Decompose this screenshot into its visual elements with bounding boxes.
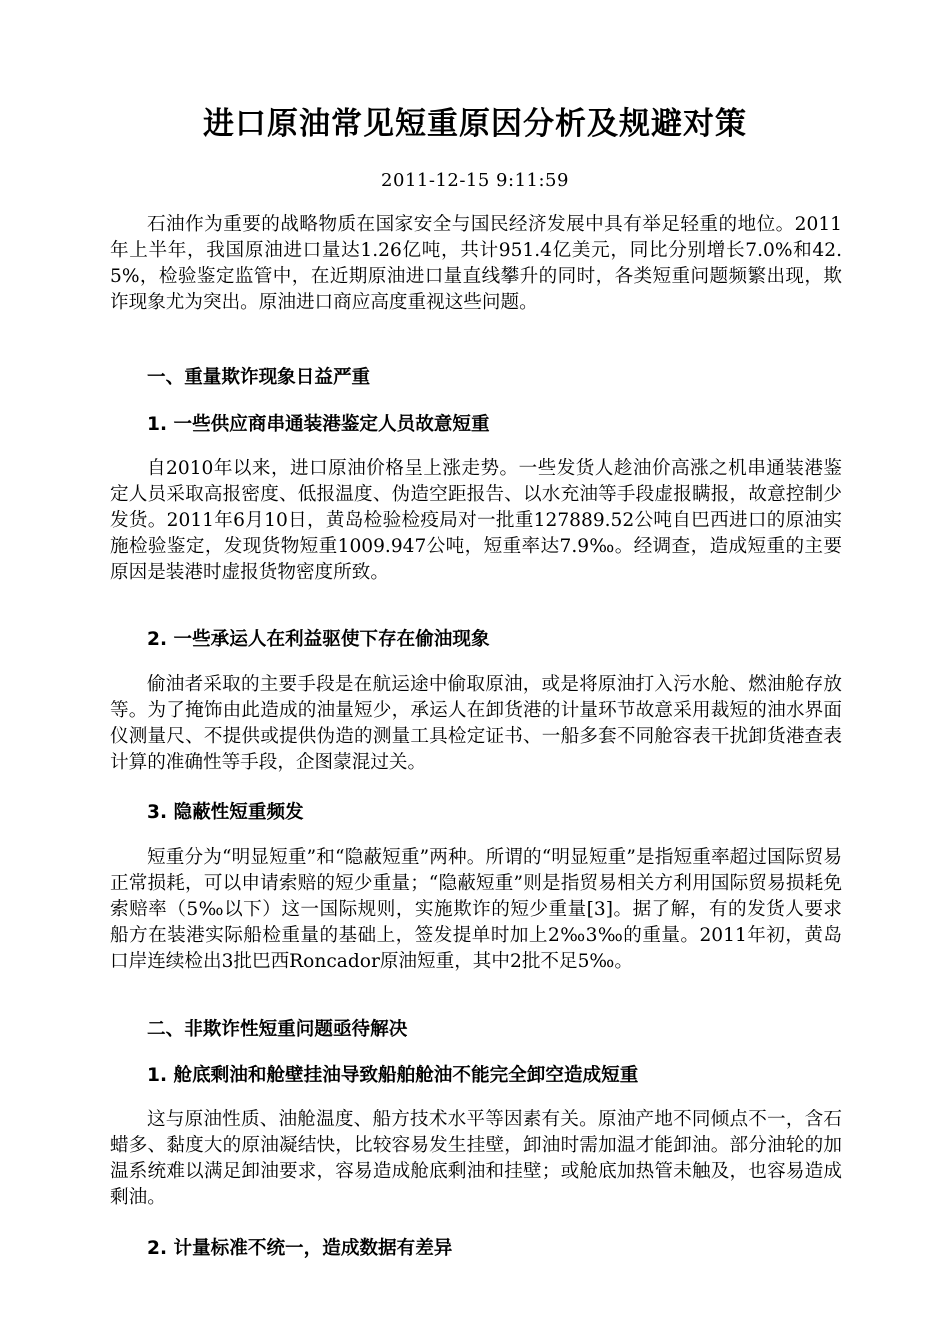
section1-heading: 一、重量欺诈现象日益严重 (147, 367, 371, 388)
section1-sub3-body: 短重分为“明显短重”和“隐蔽短重”两种。所谓的“明显短重”是指短重率超过国际贸易正常损耗，可以申请索赔的短少重量；“隐蔽短重”则是指贸易相关方利用国际贸易损耗免索赔率（5‰以下）这一国际规则，实施欺诈的短少重量[3]。据了解，有的发货人要求船方在装港实际船检重量的基础上，签发提单时加上2‰3‰的重量。2011年初，黄岛口岸连续检出3批巴西Roncador原油短重，其中2批不足5‰。 (110, 847, 842, 972)
section1-sub2-body: 偷油者采取的主要手段是在航运途中偷取原油，或是将原油打入污水舱、燃油舱存放等。为了掩饰由此造成的油量短少，承运人在卸货港的计量环节故意采用裁短的油水界面仪测量尺、不提供或提供伪造的测量工具检定证书、一船多套不同舱容表干扰卸货港查表计算的准确性等手段，企图蒙混过关。 (110, 674, 842, 773)
intro-paragraph: 石油作为重要的战略物质在国家安全与国民经济发展中具有举足轻重的地位。2011年上半年，我国原油进口量达1.26亿吨，共计951.4亿美元，同比分别增长7.0%和42.5%，检验鉴定监管中，在近期原油进口量直线攀升的同时，各类短重问题频繁出现，欺诈现象尤为突出。原油进口商应高度重视这些问题。 (110, 214, 842, 313)
section1-sub1-heading: 1. 一些供应商串通装港鉴定人员故意短重 (147, 414, 490, 435)
document-title: 进口原油常见短重原因分析及规避对策 (203, 106, 747, 142)
section2-sub2-heading: 2. 计量标准不统一，造成数据有差异 (147, 1238, 453, 1259)
section2-heading: 二、非欺诈性短重问题亟待解决 (147, 1019, 408, 1040)
section2-sub1-heading: 1. 舱底剩油和舱壁挂油导致船舶舱油不能完全卸空造成短重 (147, 1065, 639, 1086)
document-date: 2011-12-15 9:11:59 (381, 170, 569, 191)
section1-sub2-heading: 2. 一些承运人在利益驱使下存在偷油现象 (147, 629, 490, 650)
section1-sub3-heading: 3. 隐蔽性短重频发 (147, 802, 304, 823)
section1-sub1-body: 自2010年以来，进口原油价格呈上涨走势。一些发货人趁油价高涨之机串通装港鉴定人员采取高报密度、低报温度、伪造空距报告、以水充油等手段虚报瞒报，故意控制少发货。2011年6月10日，黄岛检验检疫局对一批重127889.52公吨自巴西进口的原油实施检验鉴定，发现货物短重1009.947公吨，短重率达7.9‰。经调查，造成短重的主要原因是装港时虚报货物密度所致。 (110, 458, 842, 583)
section2-sub1-body: 这与原油性质、油舱温度、船方技术水平等因素有关。原油产地不同倾点不一，含石蜡多、黏度大的原油凝结快，比较容易发生挂壁，卸油时需加温才能卸油。部分油轮的加温系统难以满足卸油要求，容易造成舱底剩油和挂壁；或舱底加热管未触及，也容易造成剩油。 (110, 1109, 842, 1208)
